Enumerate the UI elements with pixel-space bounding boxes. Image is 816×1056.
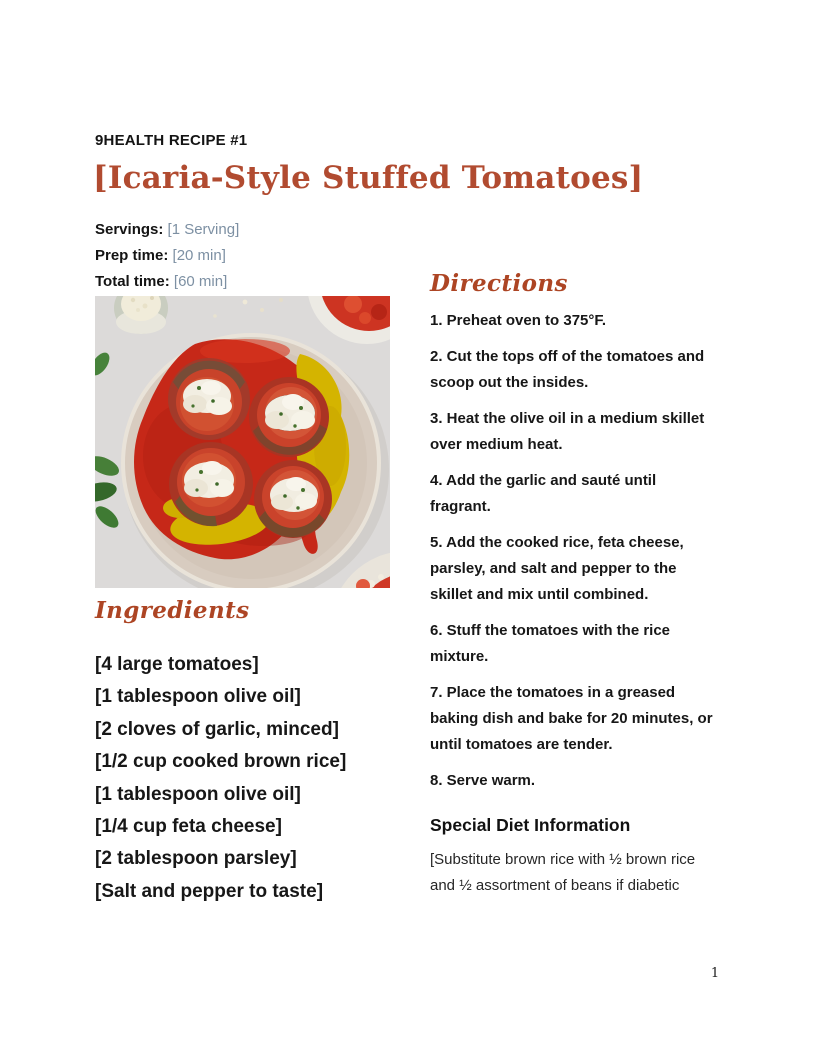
ingredient-item: [4 large tomatoes]	[95, 654, 259, 675]
directions-column	[430, 268, 718, 899]
meta-servings-label: Servings:	[95, 221, 164, 238]
recipe-photo	[95, 296, 390, 588]
ingredient-item: [1/2 cup cooked brown rice]	[95, 751, 347, 773]
direction-step: 5. Add the cooked rice, feta cheese, parsley, and salt and pepper to the skillet and mix until combined.	[430, 534, 684, 603]
stuffed-tomato-4	[254, 460, 332, 538]
page-number: 1	[710, 966, 720, 981]
ingredients-heading: Ingredients	[95, 597, 250, 624]
meta-total-time	[95, 269, 239, 295]
recipe-kicker: 9HEALTH RECIPE #1	[95, 132, 248, 149]
special-diet-text: [Substitute brown rice with ½ brown rice and ½ assortment of beans if diabetic	[430, 851, 696, 894]
cheese-jar	[114, 296, 168, 334]
meta-prep-time-value: [20 min]	[172, 246, 226, 264]
direction-step: 2. Cut the tops off of the tomatoes and scoop out the insides.	[430, 348, 705, 391]
recipe-title: [Icaria-Style Stuffed Tomatoes]	[93, 160, 644, 196]
ingredient-item: [2 tablespoon parsley]	[95, 848, 297, 870]
meta-total-time-value: [60 min]	[173, 272, 228, 290]
meta-servings	[95, 217, 239, 243]
direction-step: 7. Place the tomatoes in a greased baking dish and bake for 20 minutes, or until tomatoes are tender.	[430, 684, 713, 753]
ingredient-item: [1 tablespoon olive oil]	[95, 686, 301, 708]
ingredient-item: [1 tablespoon olive oil]	[95, 783, 301, 805]
directions-heading: Directions	[430, 270, 568, 297]
special-diet-heading: Special Diet Information	[430, 815, 631, 835]
meta-total-time-label: Total time:	[95, 272, 170, 290]
stuffed-tomato-3	[169, 442, 253, 526]
stuffed-tomatoes-photo-illustration	[95, 296, 390, 588]
ingredient-item: [2 cloves of garlic, minced]	[95, 718, 339, 740]
meta-prep-time-label: Prep time:	[95, 246, 169, 264]
ingredients-list	[95, 649, 395, 908]
ingredient-item: [1/4 cup feta cheese]	[95, 816, 282, 838]
meta-servings-value: [1 Serving]	[167, 221, 240, 238]
stuffed-tomato-1	[168, 358, 250, 440]
ingredient-item: [Salt and pepper to taste]	[95, 880, 324, 902]
direction-step: 3. Heat the olive oil in a medium skillet over medium heat.	[430, 410, 705, 453]
direction-step: 6. Stuff the tomatoes with the rice mixture.	[430, 622, 671, 665]
direction-step: 4. Add the garlic and sauté until fragrant.	[430, 472, 657, 515]
direction-step: 8. Serve warm.	[430, 772, 536, 789]
direction-step: 1. Preheat oven to 375°F.	[430, 312, 607, 329]
meta-prep-time	[95, 243, 239, 269]
stuffed-tomato-2	[249, 377, 329, 457]
recipe-meta	[95, 217, 239, 294]
